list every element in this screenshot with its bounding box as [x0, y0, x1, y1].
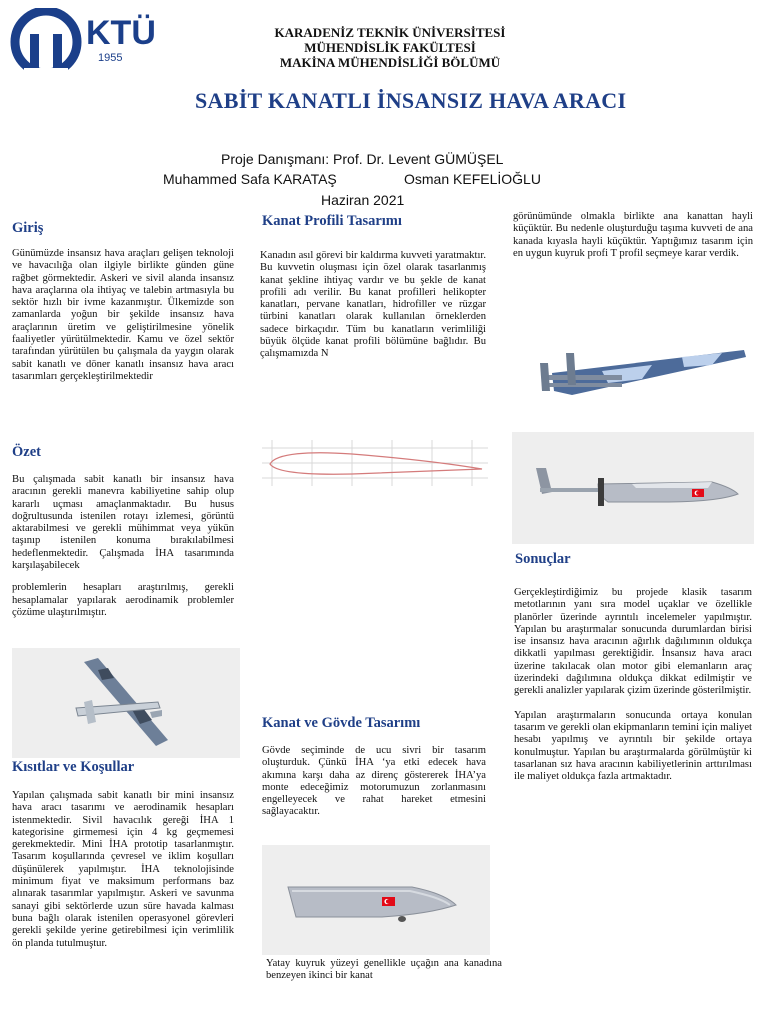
department-name: MAKİNA MÜHENDİSLİĞİ BÖLÜMÜ	[279, 55, 501, 70]
kuyruk-text: görünümünde olmakla birlikte ana kanattan hayli küçüktür. Bu nedenle oluşturduğu taşıma kuvveti de ana kanada kıyasla hayli küçüktür. Yaptığımız tasarım için en uygun kuyruk profi T profil seçmeye karar verdik.	[513, 211, 753, 259]
logo-text: KTÜ	[86, 14, 156, 52]
giris-text: Günümüzde insansız hava araçları gelişen teknoloji ve havacılığa olan ilgiyle birlikte günden güne rağbet görmektedir. Askeri ve sivil alanda insansız hava araçlarına ola ihtiyaç ve talebin artmasıyla bu sektör hızlı bir ivme kazanmıştır. Ülkemizde son zamanlarda yoğun bir şekilde insansız hava araçlarının üretim ve geliştirilmesine yönelik faaliyetler yürütülmektedir. Kamu ve özel sektör tarafından yürütülen bu çalışmala da yaygın olarak sabit kanatlı ve döner kanatlı insansız hava aracı tasarımları gerçekleştirilmektedir	[12, 248, 234, 382]
logo-year: 1955	[98, 52, 123, 64]
uav-side-image	[512, 432, 754, 544]
kisitlar-text: Yapılan çalışmada sabit kanatlı bir mini insansız hava aracı tasarımı ve aerodinamik hesapları istenmektedir. Sivil havacılık gereği İHA 1 kategorisine girmemesi için 4 kg geçmemesi gerekmektedir. Mini İHA prototip tasarlanmıştır. Tasarım koşullarında çevresel ve iklim koşulları düşünülerek yapılmıştır. İHA teknolojisinde minimum fiyat ve maksimum performans baz alınarak tasarımlar yapılmıştır. Askeri ve savunma sanayi gibi sektörlerde uzun süre havada kalması buna bağlı olarak istenilen operasyonel görevleri gerekli şekilde yerine getirebilmesi için verimlilik ön planda tutulmuştur.	[12, 790, 234, 949]
faculty-name: MÜHENDİSLİK FAKÜLTESİ	[304, 40, 476, 55]
turkish-flag-icon	[382, 897, 395, 906]
kanat-govde-heading: Kanat ve Gövde Tasarımı	[262, 715, 421, 731]
ozet-heading: Özet	[12, 444, 41, 460]
uav-image-top-view	[12, 648, 240, 758]
ozet-paragraph-1: Bu çalışmada sabit kanatlı bir insansız hava aracının gerekli manevra kabiliyetine sahip olup kararlı uçması amaçlanmaktadır. Bu husus doğrultusunda istenilen rotayı izlemesi, görüntü aktarabilmesi ve gerekli mühimmat veya yükün taşınıp istenilen konuma bırakılabilmesi hedeflenmektedir. Çalışmada İHA tasarımında karşılaşabilecek	[12, 474, 234, 572]
sonuclar-paragraph-1: Gerçekleştirdiğimiz bu projede klasik tasarım metotlarının yanı sıra model uçaklar ve özellikle planörler üzerinde ayrıntılı incelemeler yapılmıştır. Yapılan bu araştırmalar sonucunda durumlardan birisi ise insansız hava aracının ağırlık dağılımının oldukça dikkatli yapılması gerektiğidir. İnsansız hava aracı üzerine takılacak olan motor gibi elemanların araç üzerindeki dağılımına oldukça dikkat edilmiştir ve gerekli analizler yapılarak çizim üzerinde gösterilmiştir.	[514, 587, 752, 697]
institution-block	[240, 25, 540, 70]
ktu-logo-icon	[10, 8, 85, 76]
author-2: Osman KEFELİOĞLU	[404, 171, 541, 187]
university-logo	[10, 8, 175, 76]
ozet-text	[12, 474, 234, 629]
kanat-profili-heading: Kanat Profili Tasarımı	[262, 213, 402, 229]
kanat-govde-text: Gövde seçiminde de ucu sivri bir tasarım oluşturduk. Çünkü İHA ‘ya etki edecek hava akımına karşı daha az direnç göstererek İHA’ya monte edeceğimiz motorumuzun zorlanmasını engelleyecek ve rahat hareket etmesini sağlayacaktır.	[262, 745, 486, 818]
advisor-line: Proje Danışmanı: Prof. Dr. Levent GÜMÜŞEL	[221, 151, 504, 167]
kisitlar-heading: Kısıtlar ve Koşullar	[12, 759, 135, 775]
kuyruk-intro-text: Yatay kuyruk yüzeyi genellikle uçağın ana kanadına benzeyen ikinci bir kanat	[266, 958, 502, 982]
airfoil-profile-image	[262, 440, 488, 486]
uav-camo-image	[512, 305, 754, 425]
sonuclar-text	[514, 587, 752, 793]
ozet-paragraph-2: problemlerin hesapları araştırılmış, gerekli hesaplamalar yapılarak aerodinamik problemler çözüme ulaştırılmıştır.	[12, 582, 234, 618]
university-name: KARADENİZ TEKNİK ÜNİVERSİTESİ	[274, 25, 506, 40]
giris-heading: Giriş	[12, 220, 44, 236]
sonuclar-paragraph-2: Yapılan araştırmaların sonucunda ortaya konulan tasarım ve gerekli olan ekipmanların temini için maliyet hesabı yapılmış ve ayrıntılı bir şekilde ortaya konulmuştur. Yapılan bu araştırmalarda görülmüştür ki tasarlanan sız hava aracının kabiliyetlerinin arttırılması ile maliyet oldukça fazla artmaktadır.	[514, 709, 752, 783]
kanat-profili-text: Kanadın asıl görevi bir kaldırma kuvveti yaratmaktır. Bu kuvvetin oluşması için özel olarak tasarlanmış kanat şekline ihtiyaç vardır ve bu şekle de kanat profili adı verilir. Bu kanat profilleri helikopter kanatları, pervane kanatları, hidrofiller ve rüzgar türbini kanatları olarak kullanılan örneklerden sadece birkaçıdır. Tüm bu kanatların verimliliği büyük ölçüde kanat profili bölümüne bağlıdır. Bu çalışmamızda N	[260, 250, 486, 360]
poster-title: SABİT KANATLI İNSANSIZ HAVA ARACI	[195, 88, 627, 113]
author-1: Muhammed Safa KARATAŞ	[163, 171, 337, 187]
sonuclar-heading: Sonuçlar	[515, 551, 571, 567]
date-line: Haziran 2021	[321, 192, 405, 208]
fuselage-image	[262, 845, 490, 955]
